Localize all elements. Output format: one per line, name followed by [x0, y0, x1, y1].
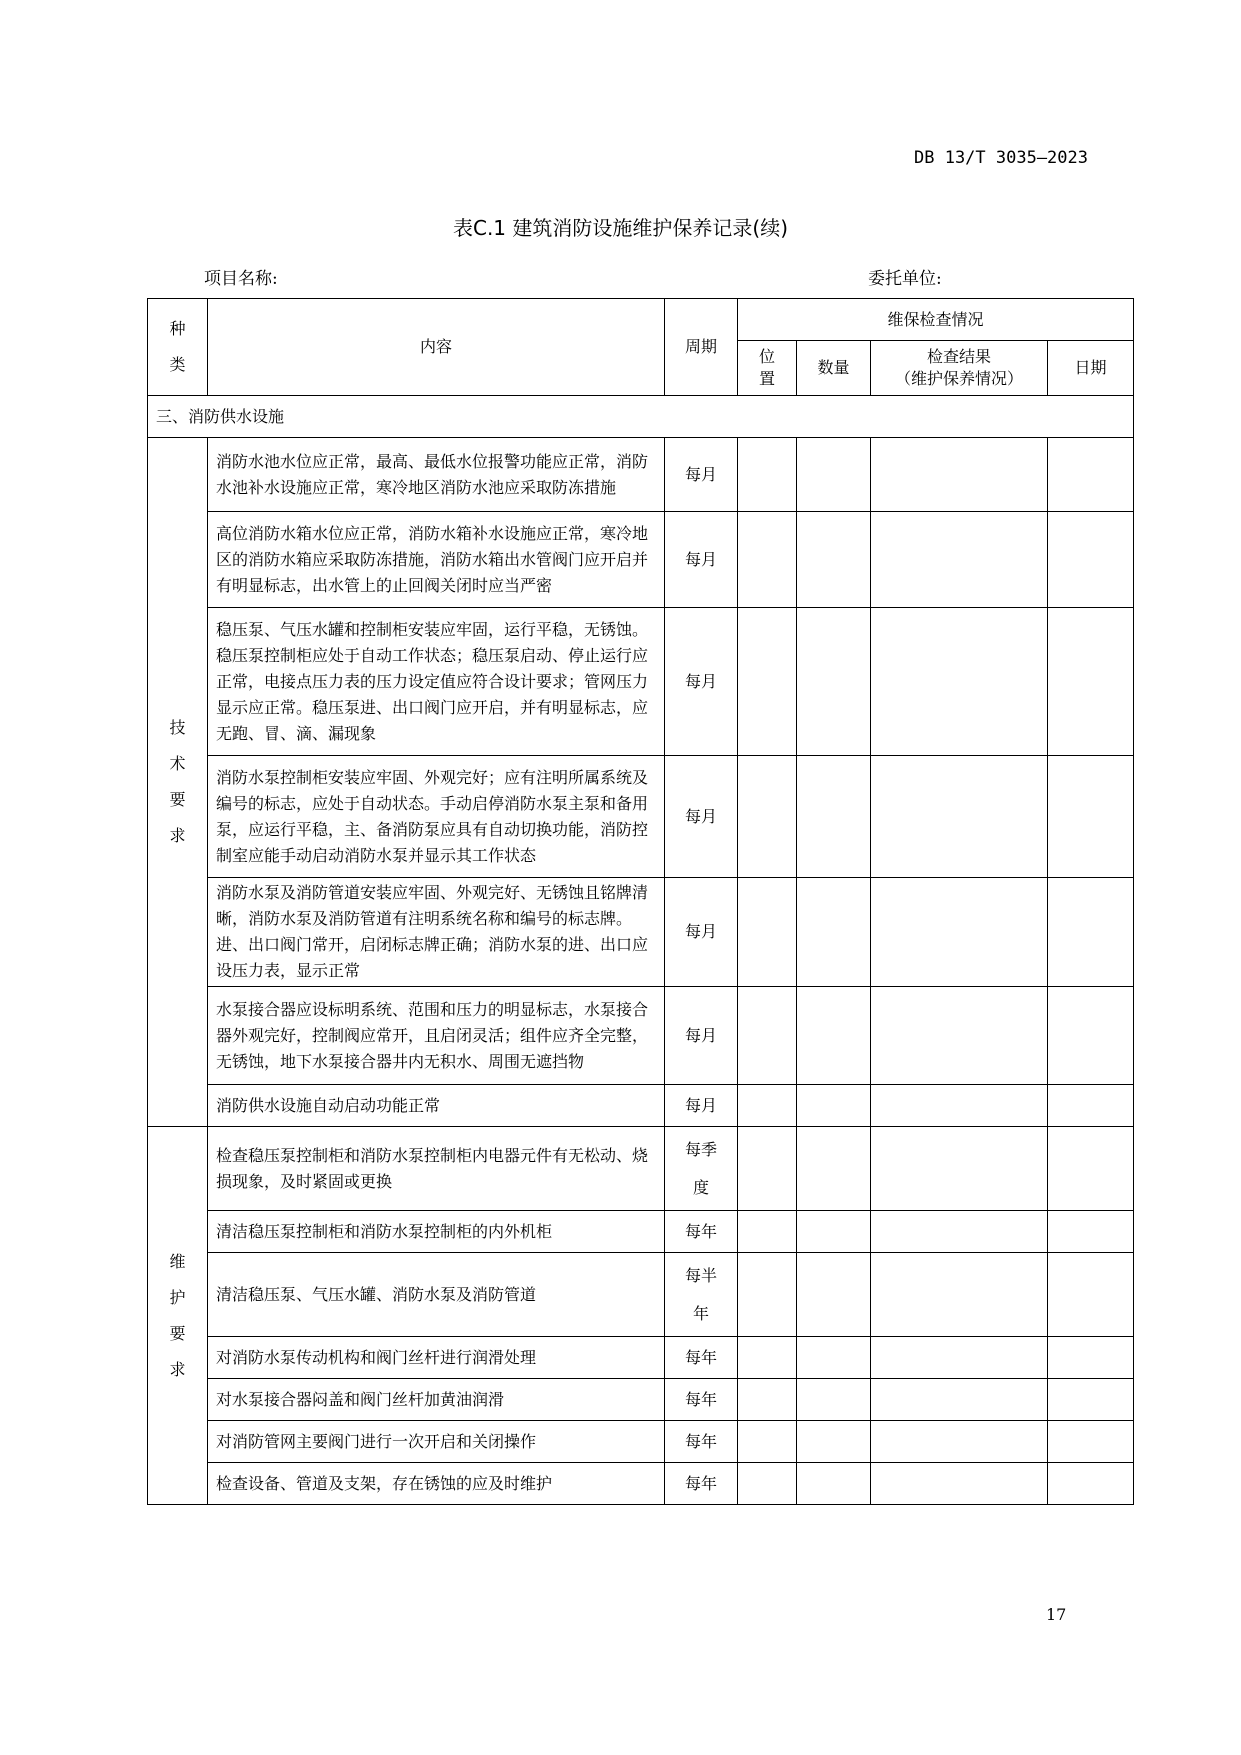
page-number: 17: [1046, 1605, 1067, 1624]
row-content: 检查稳压泵控制柜和消防水泵控制柜内电器元件有无松动、烧损现象，及时紧固或更换: [208, 1127, 665, 1211]
quantity-cell[interactable]: [797, 1085, 871, 1127]
result-cell[interactable]: [871, 1211, 1048, 1253]
table-row: [148, 512, 1134, 608]
table-row: [148, 1085, 1134, 1127]
quantity-cell[interactable]: [797, 1253, 871, 1337]
row-content: 清洁稳压泵控制柜和消防水泵控制柜的内外机柜: [208, 1211, 665, 1253]
result-cell[interactable]: [871, 878, 1048, 987]
quantity-cell[interactable]: [797, 438, 871, 512]
date-cell[interactable]: [1048, 438, 1134, 512]
quantity-cell[interactable]: [797, 1463, 871, 1505]
date-cell[interactable]: [1048, 1127, 1134, 1211]
table-row: [148, 1211, 1134, 1253]
quantity-cell[interactable]: [797, 878, 871, 987]
result-cell[interactable]: [871, 1421, 1048, 1463]
row-period: 每月: [665, 1085, 738, 1127]
row-content: 水泵接合器应设标明系统、范围和压力的明显标志，水泵接合器外观完好，控制阀应常开，且启闭灵活；组件应齐全完整，无锈蚀，地下水泵接合器井内无积水、周围无遮挡物: [208, 987, 665, 1085]
result-cell[interactable]: [871, 1337, 1048, 1379]
row-period: 每月: [665, 987, 738, 1085]
table-row: [148, 1421, 1134, 1463]
row-period: 每年: [665, 1211, 738, 1253]
date-cell[interactable]: [1048, 1337, 1134, 1379]
table-row: [148, 608, 1134, 756]
row-content: 检查设备、管道及支架，存在锈蚀的应及时维护: [208, 1463, 665, 1505]
table-row: [148, 438, 1134, 512]
location-cell[interactable]: [738, 1463, 797, 1505]
row-content: 高位消防水箱水位应正常，消防水箱补水设施应正常，寒冷地区的消防水箱应采取防冻措施，消防水箱出水管阀门应开启并有明显标志，出水管上的止回阀关闭时应当严密: [208, 512, 665, 608]
location-cell[interactable]: [738, 1337, 797, 1379]
header-location: 位 置: [738, 341, 797, 396]
row-period: 每月: [665, 608, 738, 756]
row-content: 消防水泵及消防管道安装应牢固、外观完好、无锈蚀且铭牌清晰，消防水泵及消防管道有注明系统名称和编号的标志牌。进、出口阀门常开，启闭标志牌正确；消防水泵的进、出口应设压力表，显示正常: [208, 878, 665, 987]
project-name-label: 项目名称:: [204, 269, 278, 289]
row-period: 每月: [665, 878, 738, 987]
result-cell[interactable]: [871, 512, 1048, 608]
result-cell[interactable]: [871, 1379, 1048, 1421]
row-period: 每年: [665, 1379, 738, 1421]
row-content: 对消防水泵传动机构和阀门丝杆进行润滑处理: [208, 1337, 665, 1379]
result-cell[interactable]: [871, 1253, 1048, 1337]
location-cell[interactable]: [738, 987, 797, 1085]
quantity-cell[interactable]: [797, 608, 871, 756]
row-content: 稳压泵、气压水罐和控制柜安装应牢固，运行平稳，无锈蚀。稳压泵控制柜应处于自动工作状态；稳压泵启动、停止运行应正常，电接点压力表的压力设定值应符合设计要求；管网压力显示应正常。稳压泵进、出口阀门应开启，并有明显标志，应无跑、冒、滴、漏现象: [208, 608, 665, 756]
quantity-cell[interactable]: [797, 756, 871, 878]
maintenance-record-table: [147, 298, 1134, 1505]
table-title: 表C.1 建筑消防设施维护保养记录(续): [452, 216, 788, 240]
section-heading: 三、消防供水设施: [148, 396, 1134, 438]
location-cell[interactable]: [738, 438, 797, 512]
quantity-cell[interactable]: [797, 1337, 871, 1379]
date-cell[interactable]: [1048, 756, 1134, 878]
category-maintenance-requirements: 维 护 要 求: [148, 1127, 208, 1505]
header-date: 日期: [1048, 341, 1134, 396]
quantity-cell[interactable]: [797, 1379, 871, 1421]
date-cell[interactable]: [1048, 987, 1134, 1085]
location-cell[interactable]: [738, 878, 797, 987]
table-row: [148, 756, 1134, 878]
row-content: 对消防管网主要阀门进行一次开启和关闭操作: [208, 1421, 665, 1463]
location-cell[interactable]: [738, 1253, 797, 1337]
table-row: [148, 1337, 1134, 1379]
row-period: 每月: [665, 512, 738, 608]
row-period: 每月: [665, 438, 738, 512]
row-period: 每月: [665, 756, 738, 878]
location-cell[interactable]: [738, 1085, 797, 1127]
table-row: [148, 1253, 1134, 1337]
row-content: 消防水泵控制柜安装应牢固、外观完好；应有注明所属系统及编号的标志，应处于自动状态。手动启停消防水泵主泵和备用泵，应运行平稳，主、备消防泵应具有自动切换功能，消防控制室应能手动启动消防水泵并显示其工作状态: [208, 756, 665, 878]
location-cell[interactable]: [738, 1211, 797, 1253]
quantity-cell[interactable]: [797, 987, 871, 1085]
result-cell[interactable]: [871, 756, 1048, 878]
quantity-cell[interactable]: [797, 512, 871, 608]
result-cell[interactable]: [871, 1127, 1048, 1211]
result-cell[interactable]: [871, 438, 1048, 512]
date-cell[interactable]: [1048, 1463, 1134, 1505]
date-cell[interactable]: [1048, 1379, 1134, 1421]
row-content: 对水泵接合器闷盖和阀门丝杆加黄油润滑: [208, 1379, 665, 1421]
date-cell[interactable]: [1048, 512, 1134, 608]
header-category: 种 类: [148, 299, 208, 396]
row-period: 每年: [665, 1421, 738, 1463]
table-row: [148, 878, 1134, 987]
location-cell[interactable]: [738, 756, 797, 878]
location-cell[interactable]: [738, 1421, 797, 1463]
row-period: 每季 度: [665, 1127, 738, 1211]
quantity-cell[interactable]: [797, 1211, 871, 1253]
location-cell[interactable]: [738, 1127, 797, 1211]
table-row: [148, 1379, 1134, 1421]
date-cell[interactable]: [1048, 878, 1134, 987]
result-cell[interactable]: [871, 1463, 1048, 1505]
location-cell[interactable]: [738, 608, 797, 756]
row-content: 消防水池水位应正常，最高、最低水位报警功能应正常，消防水池补水设施应正常，寒冷地区消防水池应采取防冻措施: [208, 438, 665, 512]
row-period: 每年: [665, 1463, 738, 1505]
header-content: 内容: [208, 299, 665, 396]
date-cell[interactable]: [1048, 1421, 1134, 1463]
row-content: 消防供水设施自动启动功能正常: [208, 1085, 665, 1127]
header-period: 周期: [665, 299, 738, 396]
location-cell[interactable]: [738, 512, 797, 608]
location-cell[interactable]: [738, 1379, 797, 1421]
result-cell[interactable]: [871, 608, 1048, 756]
row-period: 每半 年: [665, 1253, 738, 1337]
client-unit-label: 委托单位:: [868, 269, 942, 289]
date-cell[interactable]: [1048, 1085, 1134, 1127]
date-cell[interactable]: [1048, 608, 1134, 756]
table-row: [148, 987, 1134, 1085]
result-cell[interactable]: [871, 1085, 1048, 1127]
quantity-cell[interactable]: [797, 1127, 871, 1211]
row-content: 清洁稳压泵、气压水罐、消防水泵及消防管道: [208, 1253, 665, 1337]
quantity-cell[interactable]: [797, 1421, 871, 1463]
row-period: 每年: [665, 1337, 738, 1379]
result-cell[interactable]: [871, 987, 1048, 1085]
header-result: 检查结果 （维护保养情况）: [871, 341, 1048, 396]
date-cell[interactable]: [1048, 1253, 1134, 1337]
date-cell[interactable]: [1048, 1211, 1134, 1253]
header-inspection-group: 维保检查情况: [738, 299, 1134, 341]
standard-code: DB 13/T 3035—2023: [914, 148, 1088, 168]
category-tech-requirements: 技 术 要 求: [148, 438, 208, 1127]
header-quantity: 数量: [797, 341, 871, 396]
table-row: [148, 1127, 1134, 1211]
table-row: [148, 1463, 1134, 1505]
